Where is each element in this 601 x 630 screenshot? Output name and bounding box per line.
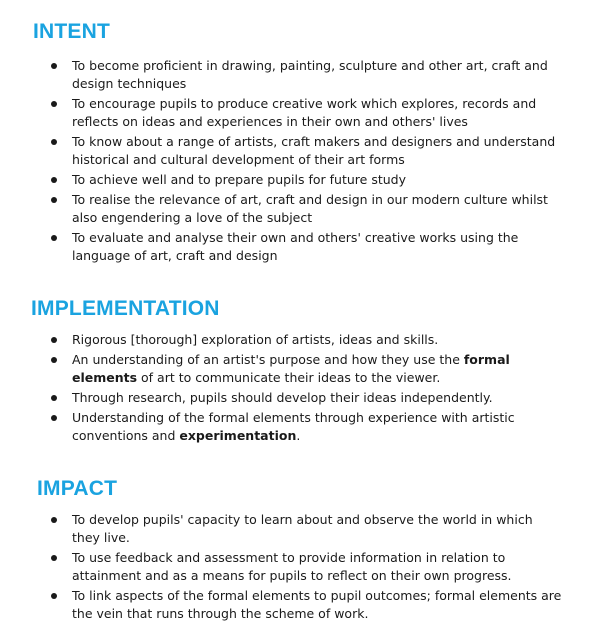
list-item: To become proficient in drawing, painting, sculpture and other art, craft and design techniques bbox=[0, 57, 562, 93]
list-item: To achieve well and to prepare pupils for future study bbox=[0, 171, 562, 189]
intent-list bbox=[0, 57, 601, 267]
bullet-dot bbox=[51, 101, 57, 107]
bullet-dot bbox=[51, 415, 57, 421]
bullet-dot bbox=[51, 235, 57, 241]
implementation-heading: IMPLEMENTATION bbox=[31, 297, 220, 320]
bullet-dot bbox=[51, 139, 57, 145]
list-item: An understanding of an artist's purpose and how they use the formal elements of art to communicate their ideas to the viewer. bbox=[0, 351, 562, 387]
list-item: To develop pupils' capacity to learn about and observe the world in which they live. bbox=[0, 511, 562, 547]
bullet-dot bbox=[51, 197, 57, 203]
bullet-dot bbox=[51, 177, 57, 183]
bullet-dot bbox=[51, 517, 57, 523]
list-item: Through research, pupils should develop their ideas independently. bbox=[0, 389, 562, 407]
bullet-dot bbox=[51, 593, 57, 599]
bullet-dot bbox=[51, 395, 57, 401]
list-item: To encourage pupils to produce creative work which explores, records and reflects on ideas and experiences in their own and others' lives bbox=[0, 95, 562, 131]
impact-heading: IMPACT bbox=[37, 477, 118, 500]
formal-elements-emphasis: formal elements bbox=[72, 352, 510, 385]
bullet-dot bbox=[51, 555, 57, 561]
bullet-dot bbox=[51, 337, 57, 343]
intent-heading: INTENT bbox=[33, 20, 111, 43]
list-item: To link aspects of the formal elements to pupil outcomes; formal elements are the vein that runs through the scheme of work. bbox=[0, 587, 562, 623]
list-item: To realise the relevance of art, craft and design in our modern culture whilst also engendering a love of the subject bbox=[0, 191, 562, 227]
list-item: To know about a range of artists, craft makers and designers and understand historical and cultural development of their art forms bbox=[0, 133, 562, 169]
bullet-dot bbox=[51, 357, 57, 363]
experimentation-emphasis: experimentation bbox=[179, 428, 297, 443]
bullet-dot bbox=[51, 63, 57, 69]
list-item: Rigorous [thorough] exploration of artists, ideas and skills. bbox=[0, 331, 562, 349]
list-item: To use feedback and assessment to provide information in relation to attainment and as a means for pupils to reflect on their own progress. bbox=[0, 549, 562, 585]
list-item: To evaluate and analyse their own and others' creative works using the language of art, craft and design bbox=[0, 229, 562, 265]
list-item: Understanding of the formal elements through experience with artistic conventions and experimentation. bbox=[0, 409, 562, 445]
implementation-list bbox=[0, 331, 601, 447]
impact-list bbox=[0, 511, 601, 625]
